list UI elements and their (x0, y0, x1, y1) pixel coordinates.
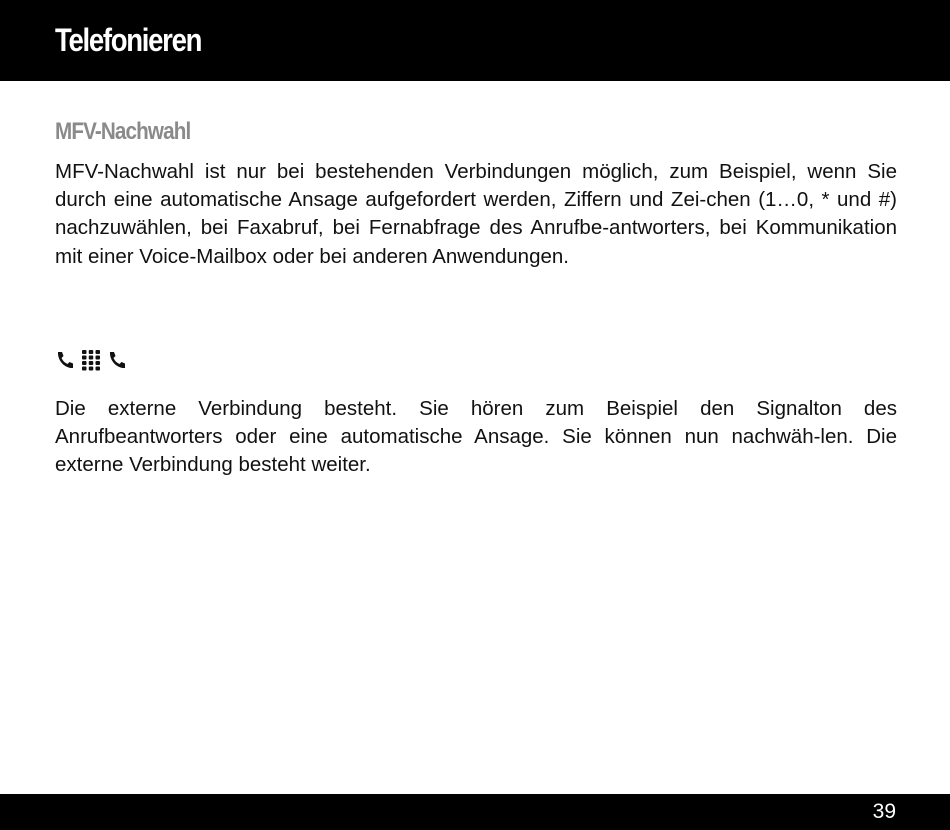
footer-bar (0, 794, 950, 830)
procedure-icons (55, 348, 127, 372)
page-number: 39 (872, 800, 896, 823)
intro-paragraph: MFV-Nachwahl ist nur bei bestehenden Verbindungen möglich, zum Beispiel, wenn Sie durch eine automatische Ansage aufgefordert werden, Ziffern und Zei-chen (1…0, * und #) nachzuwählen, bei Faxabruf, bei Fernabfrage des Anrufbe-antworters, bei Kommunikation mit einer Voice-Mailbox oder bei anderen Anwendungen. (55, 160, 897, 268)
section-title: MFV-Nachwahl (55, 118, 191, 145)
handset-icon (55, 350, 75, 370)
result-paragraph: Die externe Verbindung besteht. Sie hören zum Beispiel den Signalton des Anrufbeantworters oder eine automatische Ansage. Sie können nun nachwäh-len. Die externe Verbindung besteht weiter. (55, 397, 897, 477)
page-title: Telefonieren (55, 22, 202, 58)
header-bar (0, 0, 950, 81)
keypad-icon (81, 349, 101, 371)
handset-icon (107, 350, 127, 370)
